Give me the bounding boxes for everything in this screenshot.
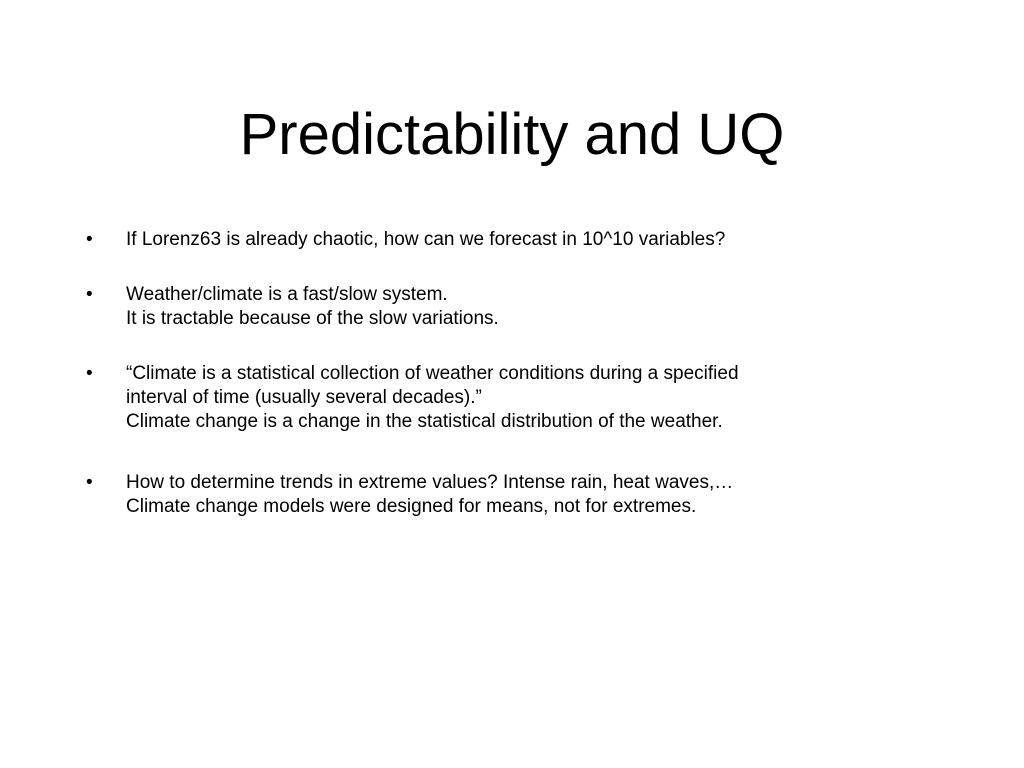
bullet-line: Weather/climate is a fast/slow system. bbox=[126, 284, 448, 305]
bullet-text bbox=[126, 228, 886, 252]
bullet-line: It is tractable because of the slow variations. bbox=[126, 308, 499, 329]
bullet-text bbox=[126, 362, 886, 434]
bullet-icon: • bbox=[86, 229, 93, 250]
bullet-line: Climate change is a change in the statistical distribution of the weather. bbox=[126, 411, 723, 432]
bullet-line: “Climate is a statistical collection of weather conditions during a specified bbox=[126, 363, 739, 384]
slide-title: Predictability and UQ bbox=[239, 102, 785, 167]
bullet-line: Climate change models were designed for means, not for extremes. bbox=[126, 496, 697, 517]
bullet-text bbox=[126, 471, 886, 519]
bullet-icon: • bbox=[86, 284, 93, 305]
bullet-line: interval of time (usually several decades).” bbox=[126, 387, 482, 408]
bullet-line: If Lorenz63 is already chaotic, how can we forecast in 10^10 variables? bbox=[126, 229, 726, 250]
bullet-icon: • bbox=[86, 472, 93, 493]
bullet-text bbox=[126, 283, 886, 331]
bullet-line: How to determine trends in extreme values? Intense rain, heat waves,… bbox=[126, 472, 734, 493]
bullet-icon: • bbox=[86, 363, 93, 384]
